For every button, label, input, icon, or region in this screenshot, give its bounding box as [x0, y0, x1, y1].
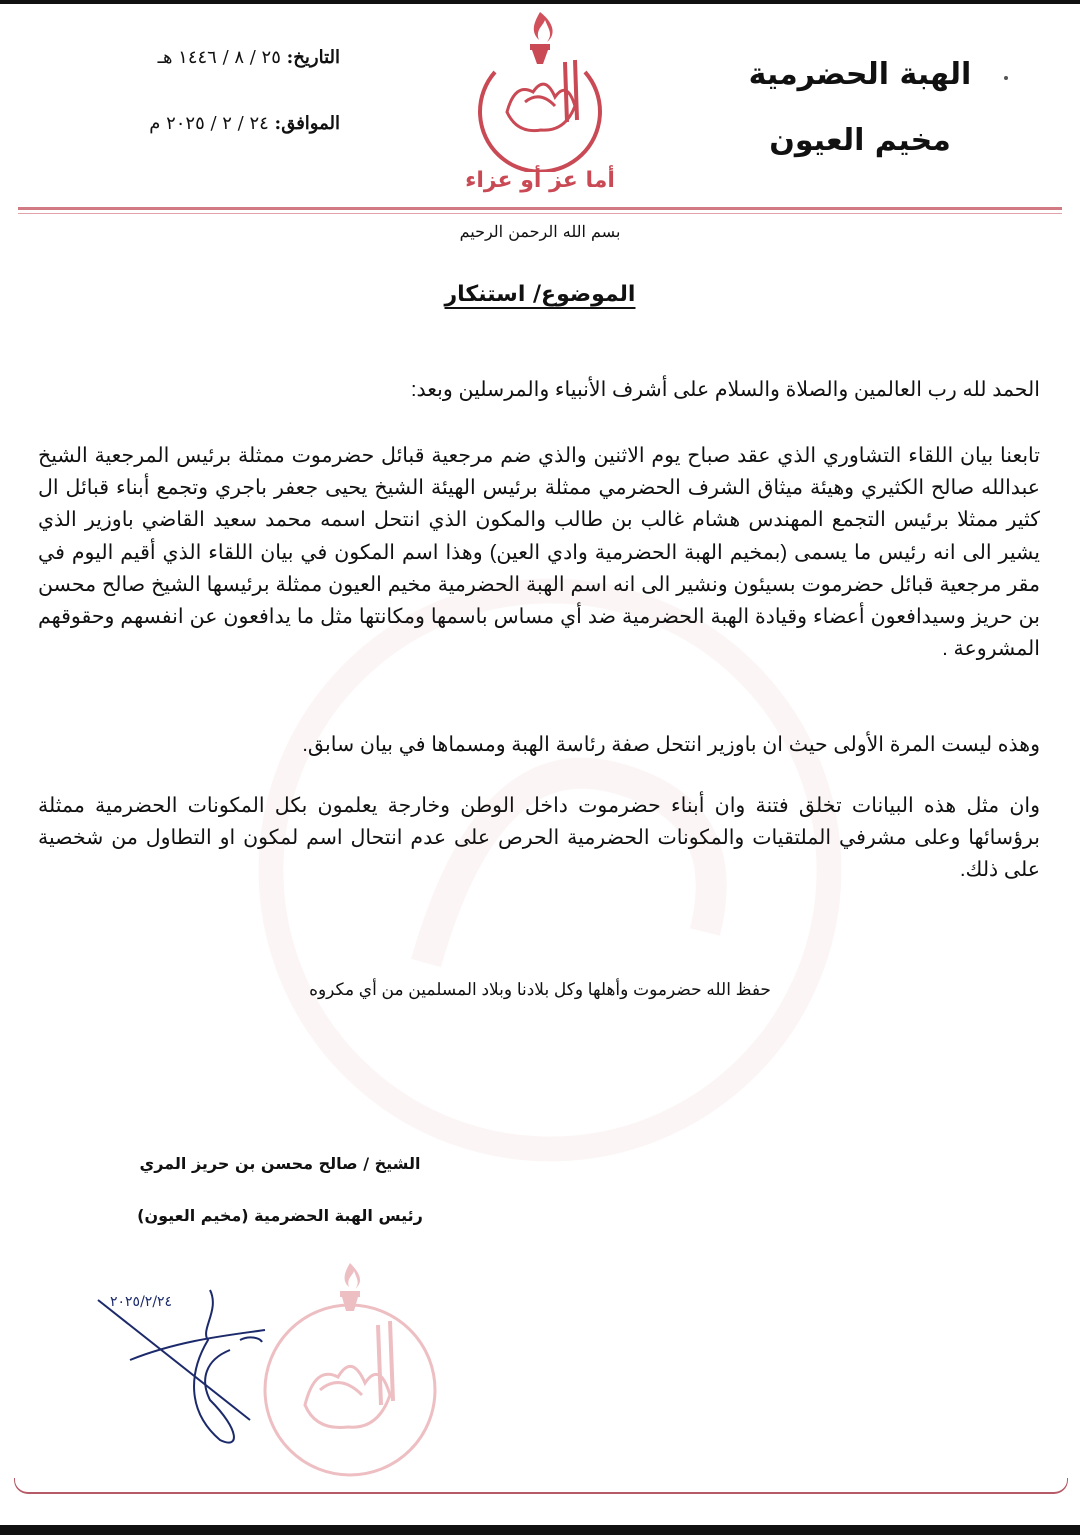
- signature-date: ٢٠٢٥/٢/٢٤: [110, 1294, 173, 1310]
- gregorian-date-row: [110, 110, 340, 138]
- gregorian-date-value: ٢٤ / ٢ / ٢٠٢٥ م: [149, 113, 269, 134]
- closing-prayer: حفظ الله حضرموت وأهلها وكل بلادنا وبلاد المسلمين من أي مكروه: [309, 980, 771, 999]
- basmala: بسم الله الرحمن الرحيم: [459, 222, 621, 241]
- subject-text: الموضوع/ استنكار: [444, 282, 636, 307]
- header-divider: [18, 207, 1062, 210]
- hijri-date-value: ٢٥ / ٨ / ١٤٤٦ هـ: [157, 47, 281, 68]
- subject-line: [340, 282, 740, 307]
- hijri-date-label: التاريخ:: [286, 47, 340, 68]
- bottom-edge: [0, 1525, 1080, 1535]
- gregorian-date-label: الموافق:: [274, 113, 340, 134]
- body-paragraph-3: وان مثل هذه البيانات تخلق فتنة وان أبناء حضرموت داخل الوطن وخارجة يعلمون بكل المكونات الحضرمية ممثلة برؤسائها وعلى مشرفي الملتقيات والمكونات الحضرمية الحرص على عدم انتحال اسم لمكون او التطاول من شخصية على ذلك.: [38, 794, 1040, 882]
- signatory-title: رئيس الهبة الحضرمية (مخيم العيون): [137, 1206, 423, 1225]
- handwritten-signature: [90, 1280, 280, 1460]
- body-paragraph-2: وهذه ليست المرة الأولى حيث ان باوزير انتحل صفة رئاسة الهبة ومسماها في بيان سابق.: [302, 733, 1040, 756]
- body-paragraph-1: تابعنا بيان اللقاء التشاوري الذي عقد صباح يوم الاثنين والذي ضم مرجعية قبائل حضرموت ممثلة برئيس المرجعية الشيخ عبدالله صالح الكثيري وهيئة ميثاق الشرف الحضرمي ممثلة برئيس الهيئة الشيخ يحيى جعفر باجري وتجمع أبناء قبائل ال كثير ممثلا برئيس التجمع المهندس هشام غالب بن طالب والمكون الذي انتحل اسمه محمد سعيد القاضي باوزير الذي يشير الى انه رئيس ما يسمى (بمخيم الهبة الحضرمية وادي العين) وهذا اسم المكون في بيان اللقاء الذي أقيم اليوم في مقر مرجعية قبائل حضرموت بسيئون ونشير الى انه اسم الهبة الحضرمية مخيم العيون ممثلة برئيسها الشيخ صالح محسن بن حريز وسيدافعون أعضاء وقيادة الهبة الحضرمية ضد أي مساس باسمها ومكانتها مثل ما يدافعون عن انفسهم وحقوقهم المشروعة .: [38, 444, 1040, 661]
- hijri-date-row: [110, 44, 340, 72]
- organization-header: [740, 55, 980, 161]
- organization-motto: أما عز أو عزاء: [465, 168, 615, 193]
- signatory-name: الشيخ / صالح محسن بن حريز المري: [139, 1154, 421, 1173]
- date-block: [110, 44, 340, 138]
- camp-name: مخيم العيون: [769, 123, 951, 158]
- header-divider-thin: [18, 213, 1062, 214]
- organization-stamp: [250, 1255, 450, 1485]
- dot-mark: [1004, 76, 1008, 80]
- footer-frame: [14, 1478, 1068, 1494]
- organization-name: الهبة الحضرمية: [748, 57, 972, 92]
- torch-calligraphy-emblem-icon: [455, 2, 625, 172]
- opening-greeting: الحمد لله رب العالمين والصلاة والسلام على أشرف الأنبياء والمرسلين وبعد:: [410, 378, 1040, 401]
- signatory-block: [100, 1150, 460, 1230]
